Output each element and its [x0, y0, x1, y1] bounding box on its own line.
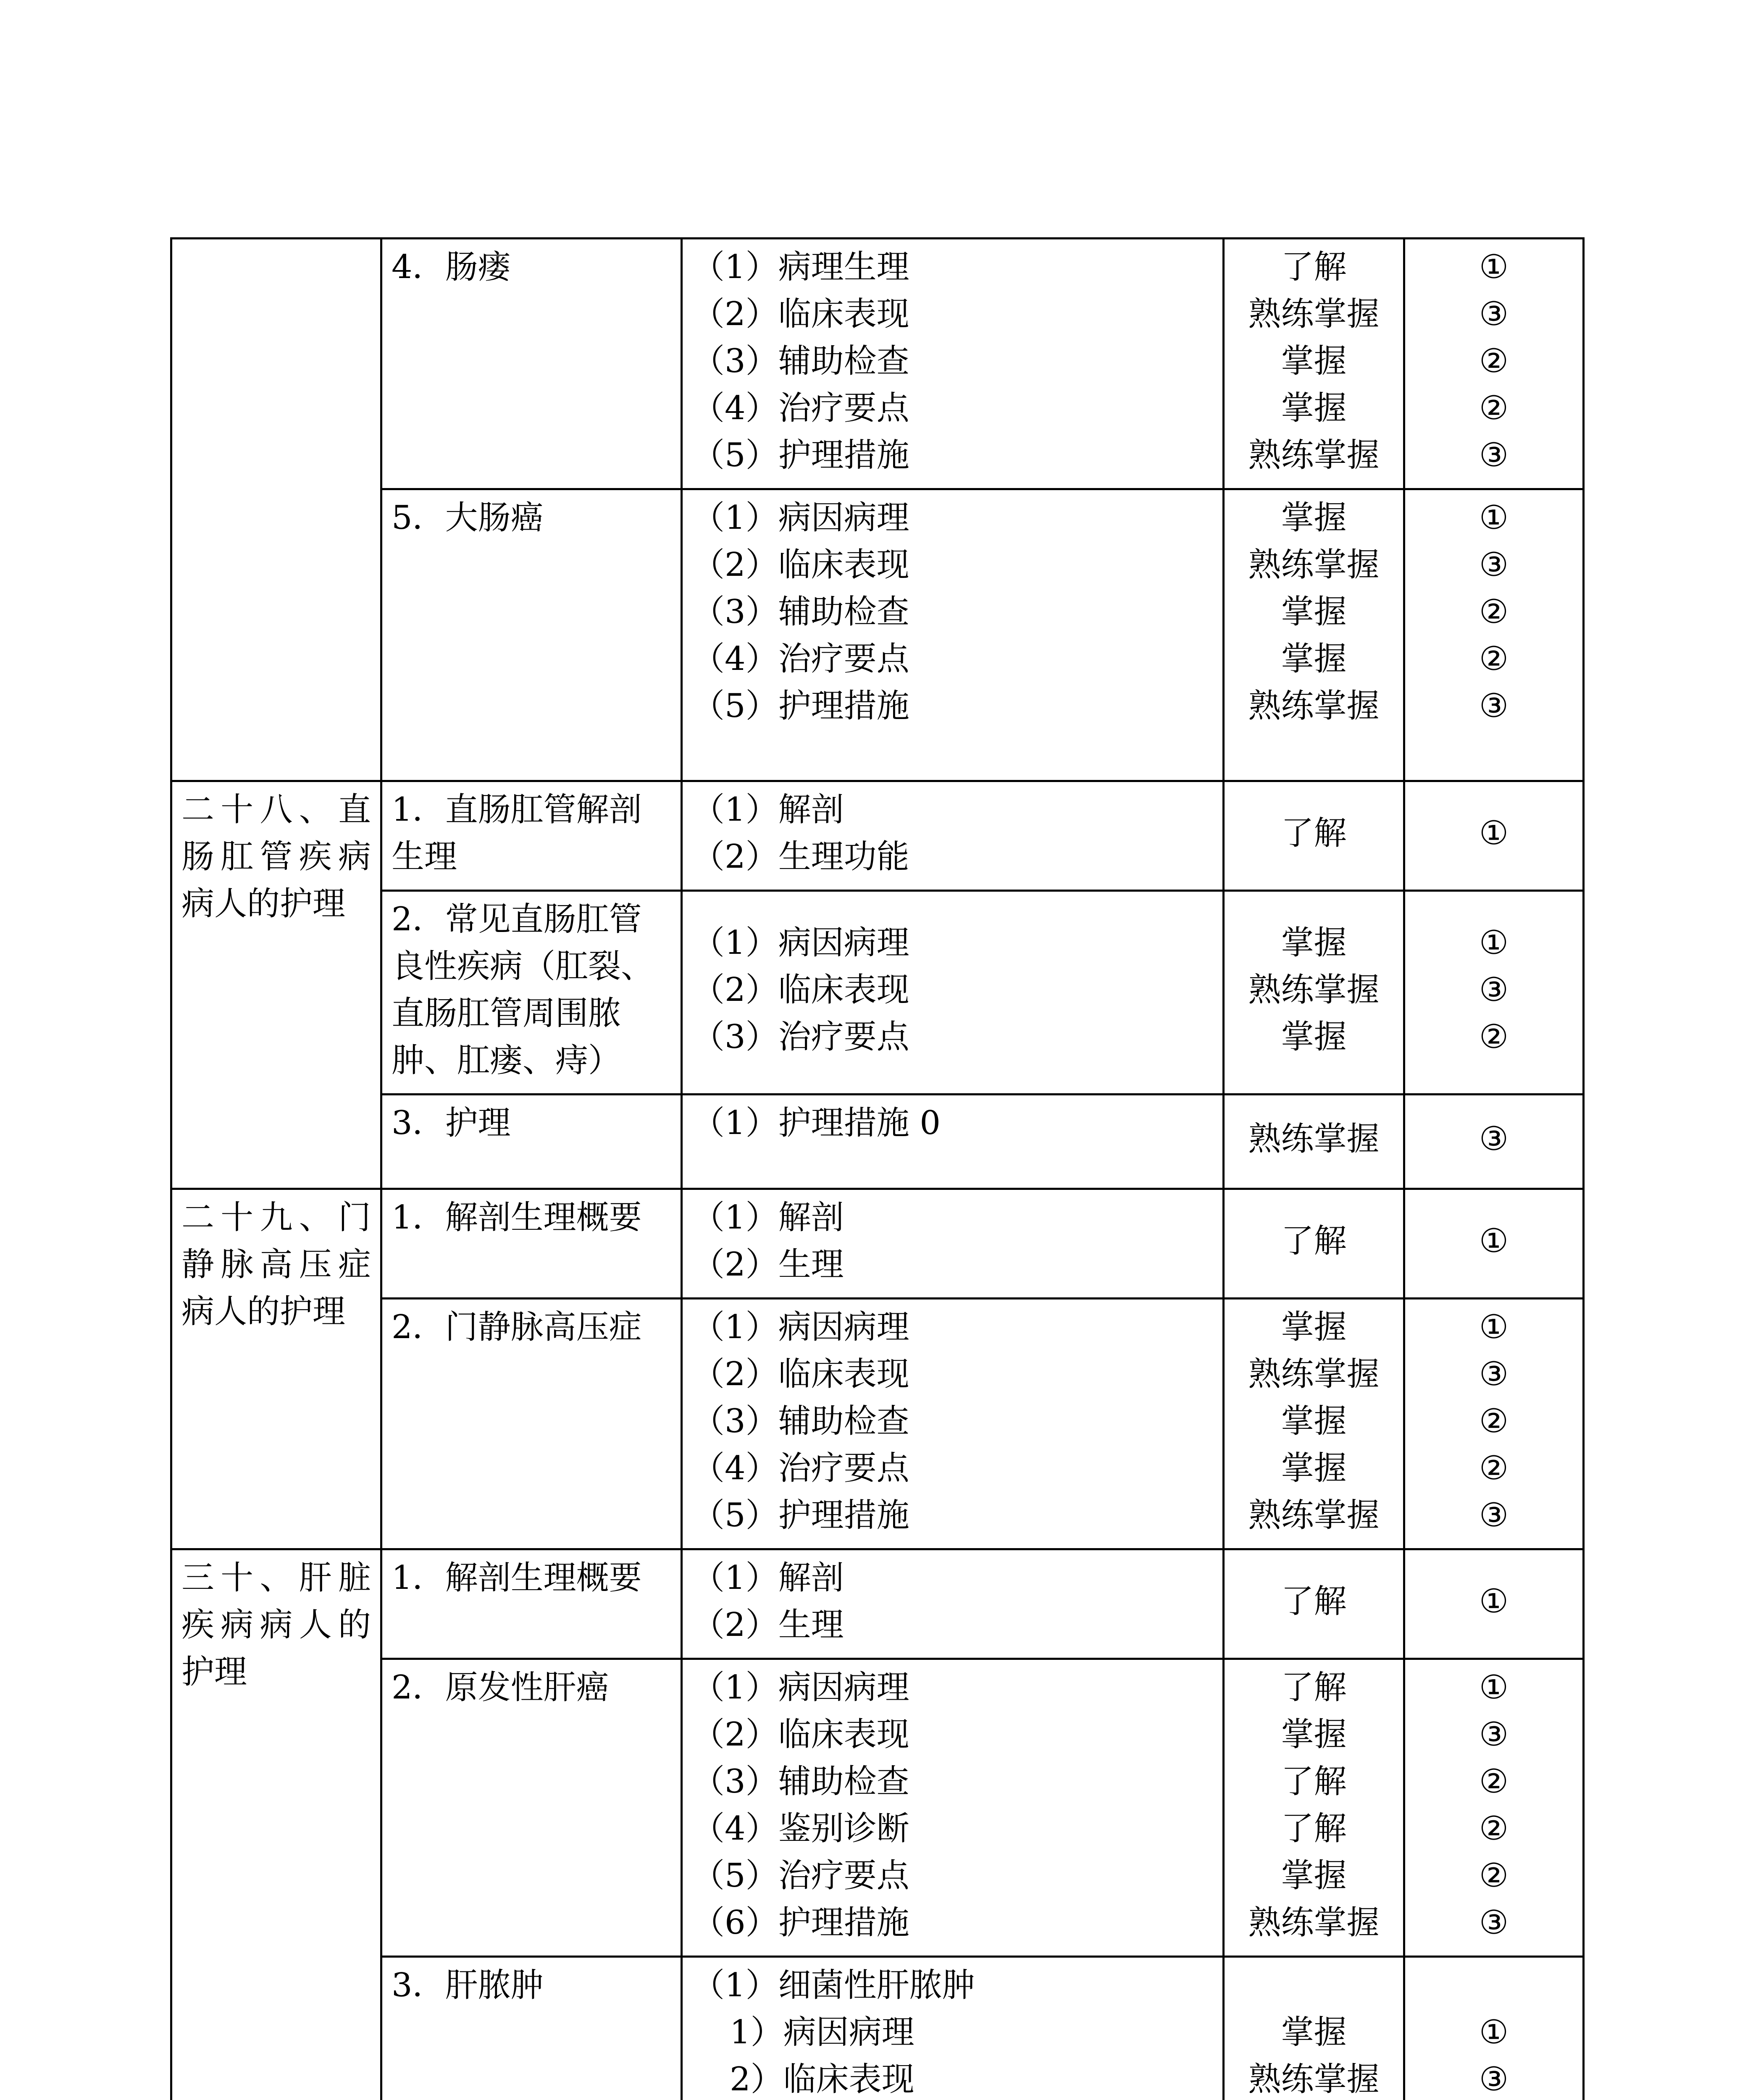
content-item: （5）护理措施	[692, 687, 909, 725]
content-item: （1）病因病理	[692, 499, 909, 537]
level-item: 熟练掌握	[1248, 1904, 1380, 1942]
requirement-cell	[1404, 489, 1584, 781]
requirement-item: ②	[1479, 593, 1509, 631]
topic-cell: 3．肝脓肿	[381, 1957, 682, 2100]
requirement-item: ③	[1479, 546, 1509, 584]
level-item: 掌握	[1281, 2013, 1347, 2051]
level-cell	[1224, 1095, 1404, 1189]
level-item: 了解	[1281, 1810, 1347, 1848]
content-item: （3）辅助检查	[692, 1763, 909, 1801]
requirement-item: ②	[1479, 1763, 1509, 1801]
content-cell	[682, 891, 1224, 1095]
level-cell	[1224, 891, 1404, 1095]
content-item: （1）病因病理	[692, 924, 909, 962]
level-item: 熟练掌握	[1248, 1355, 1380, 1393]
content-item: （3）辅助检查	[692, 342, 909, 380]
topic-cell: 2．门静脉高压症	[381, 1299, 682, 1549]
content-cell	[682, 781, 1224, 891]
requirement-cell	[1404, 1659, 1584, 1957]
requirement-item: ②	[1479, 1018, 1509, 1056]
table-row	[171, 891, 1584, 1095]
requirement-item: ②	[1479, 1857, 1509, 1895]
unit-cell: 三十、肝脏疾病病人的护理	[171, 1549, 381, 2100]
unit-cell: 二十八、直肠肛管疾病病人的护理	[171, 781, 381, 1189]
requirement-item: ②	[1479, 389, 1509, 427]
table-row	[171, 1549, 1584, 1659]
content-cell	[682, 1299, 1224, 1549]
content-item: （2）生理	[692, 1246, 844, 1284]
content-item: （5）护理措施	[692, 1496, 909, 1534]
level-item: 了解	[1281, 1669, 1347, 1706]
content-item: （1）病因病理	[692, 1669, 909, 1706]
level-item: 熟练掌握	[1248, 2061, 1380, 2098]
level-cell	[1224, 489, 1404, 781]
topic-cell: 2．常见直肠肛管良性疾病（肛裂、直肠肛管周围脓肿、肛瘘、痔）	[381, 891, 682, 1095]
level-cell	[1224, 781, 1404, 891]
level-cell	[1224, 1659, 1404, 1957]
level-item: 熟练掌握	[1248, 687, 1380, 725]
content-cell	[682, 1957, 1224, 2100]
level-item	[1234, 1962, 1394, 2009]
requirement-item: ①	[1479, 248, 1509, 286]
requirement-item: ③	[1479, 2061, 1509, 2098]
table-row	[171, 239, 1584, 489]
content-item: （2）生理功能	[692, 838, 909, 876]
requirement-item	[1414, 1962, 1573, 2009]
content-item: （4）治疗要点	[692, 1449, 909, 1487]
level-item: 掌握	[1281, 924, 1347, 962]
unit-cell	[171, 239, 381, 781]
level-item: 掌握	[1281, 1716, 1347, 1754]
content-item: （1）解剖	[692, 1559, 844, 1597]
level-item: 熟练掌握	[1248, 1120, 1380, 1158]
content-item: （4）治疗要点	[692, 640, 909, 678]
topic-cell: 1．直肠肛管解剖生理	[381, 781, 682, 891]
content-item: （5）治疗要点	[692, 1857, 909, 1895]
requirement-cell	[1404, 1189, 1584, 1299]
content-cell	[682, 1189, 1224, 1299]
content-item: （2）临床表现	[692, 971, 909, 1009]
content-cell	[682, 1659, 1224, 1957]
level-item: 熟练掌握	[1248, 971, 1380, 1009]
content-item: （1）解剖	[692, 791, 844, 829]
level-item: 了解	[1281, 1583, 1347, 1620]
requirement-item: ②	[1479, 342, 1509, 380]
content-item: （2）临床表现	[692, 1716, 909, 1754]
level-item: 了解	[1281, 1763, 1347, 1801]
level-cell	[1224, 1957, 1404, 2100]
content-item: 1）病因病理	[730, 2013, 915, 2051]
requirement-item: ①	[1479, 2013, 1509, 2051]
content-item: （3）辅助检查	[692, 593, 909, 631]
table-row	[171, 1659, 1584, 1957]
requirement-item: ①	[1479, 1583, 1509, 1620]
content-item: （2）临床表现	[692, 295, 909, 333]
level-item: 熟练掌握	[1248, 295, 1380, 333]
topic-cell: 2．原发性肝癌	[381, 1659, 682, 1957]
syllabus-table	[170, 237, 1585, 2100]
level-item: 熟练掌握	[1248, 1496, 1380, 1534]
level-item: 掌握	[1281, 342, 1347, 380]
level-item: 掌握	[1281, 1308, 1347, 1346]
level-cell	[1224, 239, 1404, 489]
requirement-item: ③	[1479, 971, 1509, 1009]
requirement-item: ③	[1479, 687, 1509, 725]
content-item: （1）细菌性肝脓肿	[692, 1966, 975, 2004]
content-item: （5）护理措施	[692, 436, 909, 474]
requirement-item: ①	[1479, 499, 1509, 537]
level-item: 掌握	[1281, 593, 1347, 631]
table-row	[171, 1299, 1584, 1549]
requirement-item: ③	[1479, 1716, 1509, 1754]
requirement-item: ①	[1479, 924, 1509, 962]
requirement-item: ①	[1479, 814, 1509, 852]
unit-cell: 二十九、门静脉高压症病人的护理	[171, 1189, 381, 1549]
level-item: 掌握	[1281, 1449, 1347, 1487]
topic-cell: 3．护理	[381, 1095, 682, 1189]
level-item: 掌握	[1281, 1857, 1347, 1895]
level-cell	[1224, 1299, 1404, 1549]
requirement-cell	[1404, 781, 1584, 891]
content-cell	[682, 489, 1224, 781]
level-item: 了解	[1281, 814, 1347, 852]
content-item: （1）护理措施 0	[692, 1104, 941, 1142]
requirement-item: ③	[1479, 1904, 1509, 1942]
content-cell	[682, 239, 1224, 489]
content-item: （6）护理措施	[692, 1904, 909, 1942]
level-cell	[1224, 1549, 1404, 1659]
level-item: 熟练掌握	[1248, 546, 1380, 584]
requirement-cell	[1404, 1957, 1584, 2100]
content-item: （4）鉴别诊断	[692, 1810, 909, 1848]
requirement-item: ①	[1479, 1222, 1509, 1260]
requirement-item: ③	[1479, 1120, 1509, 1158]
content-item: 2）临床表现	[730, 2061, 915, 2098]
requirement-cell	[1404, 239, 1584, 489]
requirement-item: ③	[1479, 295, 1509, 333]
table-row	[171, 1189, 1584, 1299]
topic-cell: 1．解剖生理概要	[381, 1189, 682, 1299]
level-item: 了解	[1281, 1222, 1347, 1260]
level-item: 掌握	[1281, 499, 1347, 537]
content-item: （2）临床表现	[692, 546, 909, 584]
requirement-cell	[1404, 1095, 1584, 1189]
requirement-item: ③	[1479, 436, 1509, 474]
requirement-item: ①	[1479, 1308, 1509, 1346]
content-item: （2）生理	[692, 1606, 844, 1644]
level-item: 掌握	[1281, 1018, 1347, 1056]
content-cell	[682, 1095, 1224, 1189]
topic-cell: 4．肠瘘	[381, 239, 682, 489]
content-item: （1）病因病理	[692, 1308, 909, 1346]
requirement-item: ③	[1479, 1355, 1509, 1393]
level-item: 掌握	[1281, 1402, 1347, 1440]
topic-cell: 5．大肠癌	[381, 489, 682, 781]
topic-cell: 1．解剖生理概要	[381, 1549, 682, 1659]
content-item: （3）治疗要点	[692, 1018, 909, 1056]
level-cell	[1224, 1189, 1404, 1299]
requirement-cell	[1404, 891, 1584, 1095]
requirement-item: ②	[1479, 1402, 1509, 1440]
content-item: （3）辅助检查	[692, 1402, 909, 1440]
table-row	[171, 1957, 1584, 2100]
requirement-cell	[1404, 1299, 1584, 1549]
requirement-item: ①	[1479, 1669, 1509, 1706]
level-item: 掌握	[1281, 640, 1347, 678]
table-row	[171, 489, 1584, 781]
level-item: 了解	[1281, 248, 1347, 286]
requirement-item: ③	[1479, 1496, 1509, 1534]
content-item: （1）病理生理	[692, 248, 909, 286]
content-item: （1）解剖	[692, 1199, 844, 1236]
table-row	[171, 1095, 1584, 1189]
requirement-item: ②	[1479, 640, 1509, 678]
requirement-item: ②	[1479, 1810, 1509, 1848]
content-item: （2）临床表现	[692, 1355, 909, 1393]
level-item: 掌握	[1281, 389, 1347, 427]
content-item: （4）治疗要点	[692, 389, 909, 427]
level-item: 熟练掌握	[1248, 436, 1380, 474]
requirement-item: ②	[1479, 1449, 1509, 1487]
content-cell	[682, 1549, 1224, 1659]
table-row	[171, 781, 1584, 891]
requirement-cell	[1404, 1549, 1584, 1659]
